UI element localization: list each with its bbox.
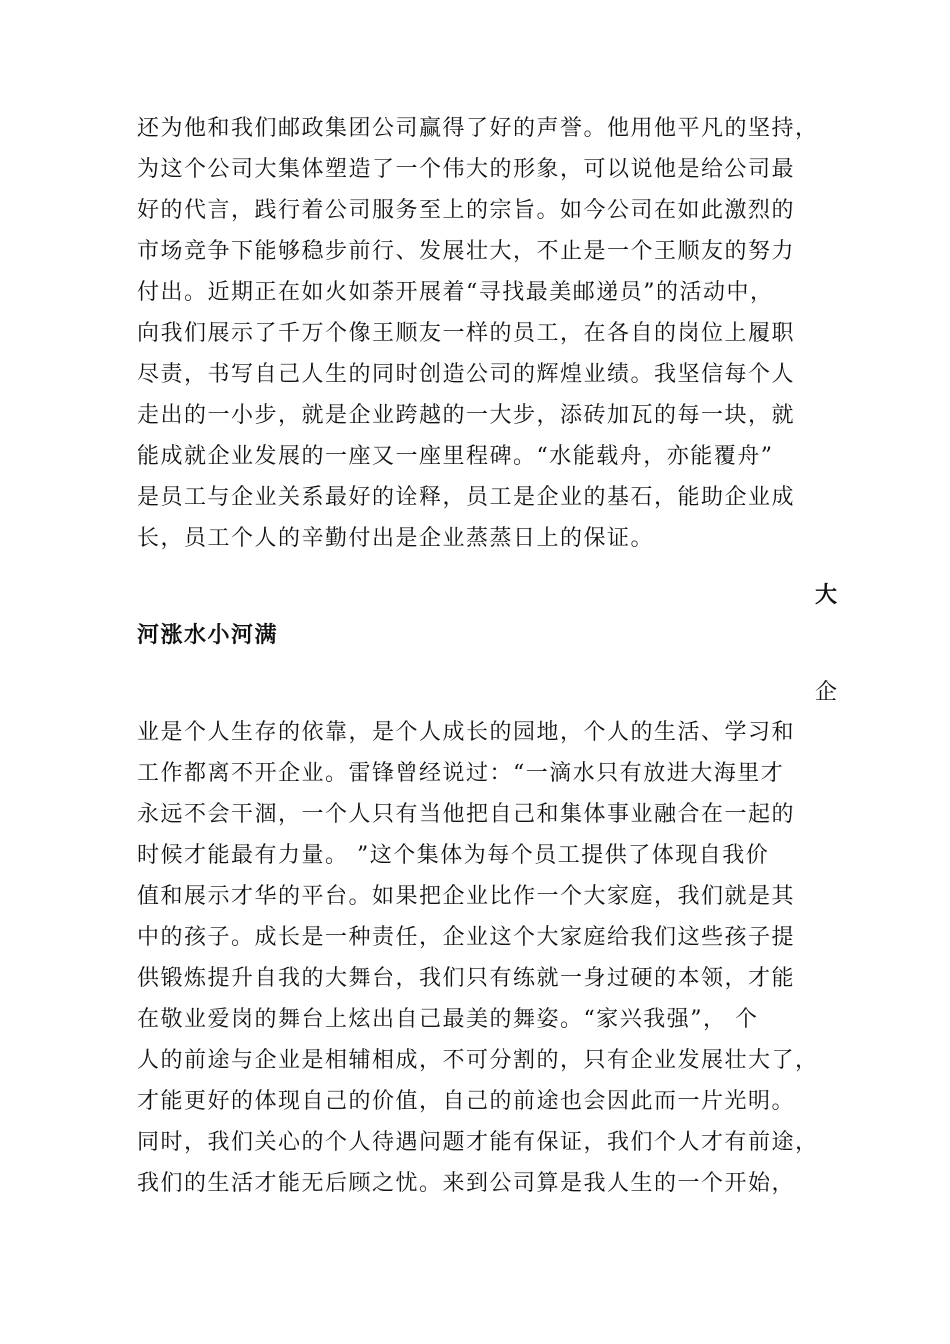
text-line: 永远不会干涸，一个人只有当他把自己和集体事业融合在一起的 bbox=[137, 802, 796, 827]
text-line: 时候才能最有力量。 ”这个集体为每个员工提供了体现自我价 bbox=[137, 843, 770, 868]
text-line: 走出的一小步，就是企业跨越的一大步，添砖加瓦的每一块，就 bbox=[137, 403, 796, 428]
text-line: 尽责，书写自己人生的同时创造公司的辉煌业绩。我坚信每个人 bbox=[137, 362, 796, 387]
text-line: 同时，我们关心的个人待遇问题才能有保证，我们个人才有前途， bbox=[137, 1130, 819, 1155]
text-line: 是员工与企业关系最好的诠释，员工是企业的基石，能助企业成 bbox=[137, 485, 796, 510]
section-heading: 河涨水小河满 bbox=[137, 622, 279, 648]
paragraph-2-lead-char: 企 bbox=[815, 680, 838, 705]
text-line: 业是个人生存的依靠，是个人成长的园地，个人的生活、学习和 bbox=[137, 720, 796, 745]
text-line: 向我们展示了千万个像王顺友一样的员工，在各自的岗位上履职 bbox=[137, 321, 796, 346]
text-line: 能成就企业发展的一座又一座里程碑。“水能载舟，亦能覆舟” bbox=[137, 444, 774, 469]
text-line: 还为他和我们邮政集团公司赢得了好的声誉。他用他平凡的坚持， bbox=[137, 116, 819, 141]
text-line: 值和展示才华的平台。如果把企业比作一个大家庭，我们就是其 bbox=[137, 884, 796, 909]
text-line: 供锻炼提升自我的大舞台，我们只有练就一身过硬的本领，才能 bbox=[137, 966, 796, 991]
text-line: 为这个公司大集体塑造了一个伟大的形象，可以说他是给公司最 bbox=[137, 157, 796, 182]
text-line: 我们的生活才能无后顾之忧。来到公司算是我人生的一个开始， bbox=[137, 1171, 796, 1196]
heading-lead-char: 大 bbox=[815, 582, 838, 608]
text-line: 长，员工个人的辛勤付出是企业蒸蒸日上的保证。 bbox=[137, 526, 655, 551]
text-line: 好的代言，践行着公司服务至上的宗旨。如今公司在如此激烈的 bbox=[137, 198, 796, 223]
text-line: 在敬业爱岗的舞台上炫出自己最美的舞姿。“家兴我强”， 个 bbox=[137, 1007, 759, 1032]
text-line: 付出。近期正在如火如荼开展着“寻找最美邮递员”的活动中， bbox=[137, 280, 774, 305]
text-line: 中的孩子。成长是一种责任，企业这个大家庭给我们这些孩子提 bbox=[137, 925, 796, 950]
text-line: 才能更好的体现自己的价值，自己的前途也会因此而一片光明。 bbox=[137, 1089, 796, 1114]
text-line: 市场竞争下能够稳步前行、发展壮大，不止是一个王顺友的努力 bbox=[137, 239, 796, 264]
text-line: 人的前途与企业是相辅相成，不可分割的，只有企业发展壮大了， bbox=[137, 1048, 819, 1073]
text-line: 工作都离不开企业。雷锋曾经说过：“一滴水只有放进大海里才 bbox=[137, 761, 785, 786]
